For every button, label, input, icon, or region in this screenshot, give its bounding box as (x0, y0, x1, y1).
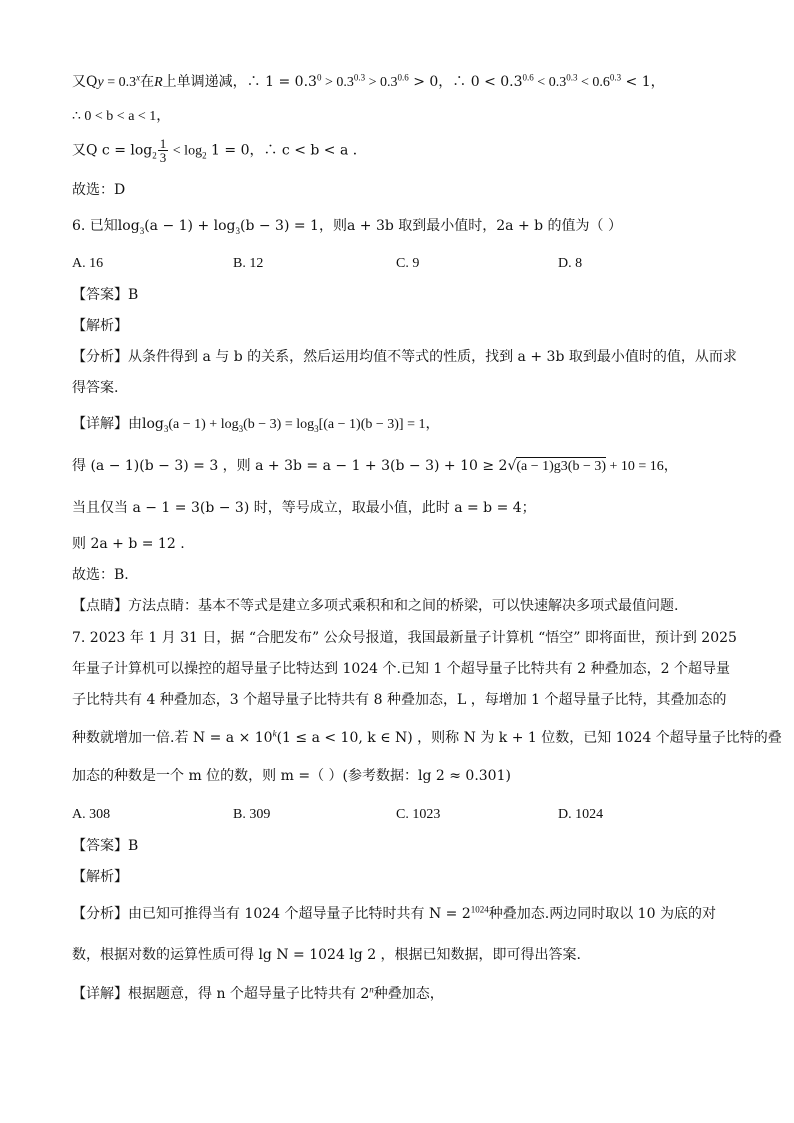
answer-choice-line: 故选：D (72, 182, 126, 198)
fraction-denominator: 3 (159, 150, 167, 165)
fraction-numerator: 1 (159, 136, 167, 151)
text-segment: (1 ≤ a < 10, k ∈ N) ，则称 N 为 k + 1 位数，已知 1024 个超导量子比特的叠 (276, 730, 782, 746)
text-segment: 种叠加态， (373, 986, 444, 1002)
text-segment: 种叠加态.两边同时取以 10 为底的对 (488, 906, 716, 922)
exponent: n (369, 984, 374, 995)
question-7-option-a: A. 308 (72, 807, 111, 822)
math-expr: > 0.3 (365, 75, 398, 90)
section-tag: 【点睛】 (72, 598, 128, 614)
fraction-one-third (158, 137, 169, 164)
solution-line-monotonic (72, 72, 665, 93)
math-expr: [(a − 1)(b − 3)] = 1， (318, 417, 440, 432)
exponent: 0.6 (397, 72, 409, 83)
question-7-analysis-line-2: 数，根据对数的运算性质可得 lg N = 1024 lg 2 ，根据已知数据，即可得出答案. (72, 947, 581, 963)
math-var: y (97, 75, 104, 90)
question-6-stem (72, 216, 622, 236)
question-7-stem-line-3: 子比特共有 4 种叠加态，3 个超导量子比特共有 8 种叠加态，L ，每增加 1 个超导量子比特，其叠加态的 (72, 692, 727, 708)
question-7-answer: 【答案】B (72, 838, 139, 854)
question-7-analysis-heading: 【解析】 (72, 869, 128, 885)
question-6-choice: 故选：B. (72, 567, 129, 583)
log-base: 3 (314, 423, 319, 434)
log-base: 3 (163, 423, 169, 434)
math-expr: (b − 3) = log (243, 417, 315, 432)
solution-line-log-c (72, 137, 367, 164)
math-expr: < 0.6 (577, 75, 610, 90)
question-7-stem-line-4 (72, 728, 782, 748)
question-7-stem-line-5: 加态的种数是一个 m 位的数，则 m =（ ）(参考数据：lg 2 ≈ 0.301) (72, 768, 511, 784)
math-expr: = 0.3 (103, 75, 137, 90)
question-6-detail-line-4: 则 2a + b = 12 . (72, 536, 185, 552)
text-segment: 由log (128, 416, 164, 432)
exponent: 0 (316, 72, 322, 83)
question-7-option-c: C. 1023 (396, 807, 441, 822)
log-base: 3 (139, 225, 145, 236)
text-segment: 又Q c = log (72, 142, 153, 159)
text-segment: 种数就增加一倍.若 N = a × 10 (72, 730, 273, 746)
text-segment: < 1， (621, 74, 665, 90)
log-base: 3 (238, 423, 244, 434)
text-segment: 1 = 0，∴ c < b < a ． (206, 142, 367, 159)
text-segment: 从条件得到 a 与 b 的关系，然后运用均值不等式的性质，找到 a + 3b 取到最小值时的值，从而求 (128, 349, 737, 365)
question-6-detail-line-3: 当且仅当 a − 1 = 3(b − 3) 时，等号成立，取最小值，此时 a = b = 4； (72, 500, 536, 516)
question-7-analysis-line-1 (72, 904, 716, 924)
log-base: 2 (152, 150, 157, 161)
text-segment: 得 (a − 1)(b − 3) = 3 ，则 a + 3b = a − 1 + 3(b − 3) + 10 ≥ 2 (72, 458, 508, 474)
question-6-analysis-line-2: 得答案. (72, 380, 119, 396)
text-segment: 由已知可推得当有 1024 个超导量子比特时共有 N = 2 (128, 906, 471, 922)
question-6-answer: 【答案】B (72, 287, 139, 303)
text-segment: 上单调递减，∴ 1 = 0.3 (162, 74, 317, 90)
text-segment: > 0，∴ 0 < 0.3 (408, 74, 523, 90)
math-expr: < 0.3 (533, 75, 567, 90)
question-6-detail-line-1 (72, 414, 439, 435)
question-6-tip (72, 596, 678, 616)
math-expr: (a − 1) + log (144, 218, 236, 234)
exponent: 0.3 (566, 72, 578, 83)
question-6-option-c: C. 9 (396, 256, 420, 271)
exponent: 0.3 (353, 72, 366, 83)
section-tag: 【分析】 (72, 349, 128, 365)
text-segment: 方法点睛：基本不等式是建立多项式乘积和和之间的桥梁，可以快速解决多项式最值问题. (128, 598, 679, 614)
section-tag: 【详解】 (72, 416, 128, 432)
text-segment: 在 (140, 74, 155, 90)
text-segment: 又Q (72, 74, 98, 90)
question-6-analysis-heading: 【解析】 (72, 318, 128, 334)
question-7-stem-line-2: 年量子计算机可以操控的超导量子比特达到 1024 个.已知 1 个超导量子比特共有 2 种叠加态，2 个超导量 (72, 661, 730, 677)
question-7-stem-line-1: 7. 2023 年 1 月 31 日，据 “合肥发布” 公众号报道，我国最新量子计算机 “悟空” 即将面世，预计到 2025 (72, 630, 737, 646)
section-tag: 【分析】 (72, 906, 128, 922)
question-6-detail-line-2 (72, 456, 678, 477)
question-6-option-d: D. 8 (558, 256, 583, 271)
sqrt-symbol: √ (507, 458, 517, 474)
question-6-option-b: B. 12 (233, 256, 264, 271)
exponent: 0.6 (522, 72, 534, 83)
log-base: 2 (202, 150, 207, 161)
question-7-detail-line-1 (72, 984, 444, 1004)
log-base: 3 (235, 225, 240, 236)
math-expr: + 10 = 16， (606, 459, 678, 474)
section-tag: 【详解】 (72, 986, 128, 1002)
exponent: 1024 (470, 904, 489, 915)
exponent: 0.3 (609, 72, 622, 83)
math-var: R (154, 75, 163, 90)
text-segment: 6. 已知log (72, 218, 140, 234)
exponent: x (136, 72, 141, 83)
sqrt-radicand: (a − 1)g3(b − 3) (516, 459, 607, 474)
question-7-option-b: B. 309 (233, 807, 271, 822)
math-expr: < log (169, 143, 203, 159)
text-segment: (b − 3) = 1，则a + 3b 取到最小值时，2a + b 的值为（ ） (240, 218, 623, 234)
math-expr: (a − 1) + log (168, 417, 239, 432)
exponent: k (272, 728, 277, 739)
math-expr: > 0.3 (321, 75, 354, 90)
text-segment: 根据题意，得 n 个超导量子比特共有 2 (128, 986, 370, 1002)
question-6-analysis-line-1 (72, 347, 737, 367)
question-7-option-d: D. 1024 (558, 807, 604, 822)
question-6-option-a: A. 16 (72, 256, 104, 271)
solution-line-conclusion-ab: ∴ 0 < b < a < 1， (72, 109, 171, 124)
